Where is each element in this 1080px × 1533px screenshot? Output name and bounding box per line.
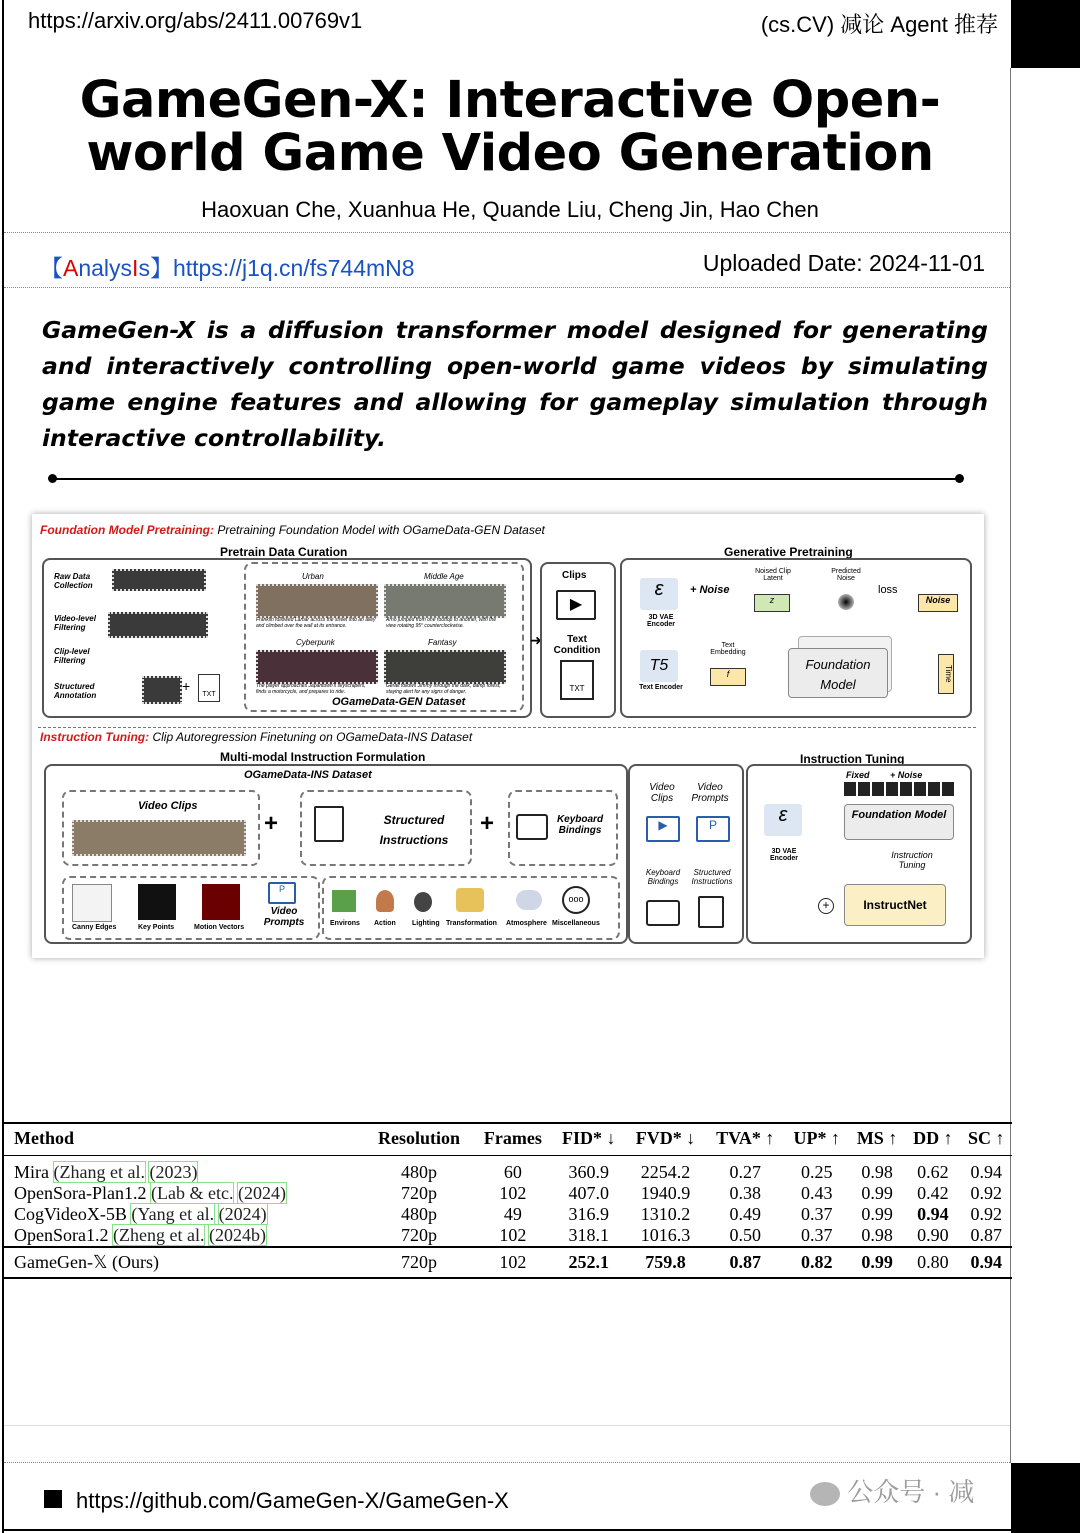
sc-cell: 0.92 [970, 1183, 1002, 1203]
instructnet-block: InstructNet [844, 884, 946, 926]
col-tva: TVA* ↑ [716, 1128, 775, 1148]
action-icon [376, 890, 394, 912]
instruction-tuning-small-label: Instruction Tuning [891, 850, 933, 870]
method-name: OpenSora1.2 [14, 1225, 113, 1245]
up-cell: 0.43 [801, 1183, 833, 1203]
frames-cell: 102 [499, 1225, 527, 1245]
ms-cell: 0.99 [861, 1204, 893, 1224]
loss-label: loss [878, 584, 898, 596]
environs-icon [332, 890, 356, 912]
resolution-cell: 480p [400, 1162, 437, 1182]
citation-year-link[interactable]: (2024b) [208, 1225, 266, 1245]
corner-block-bottom [1011, 1463, 1080, 1533]
citation-link[interactable]: (Lab & etc. [150, 1183, 234, 1203]
keyboard-bindings-label: Keyboard Bindings [556, 814, 604, 836]
genre-middle-age: Middle Age [424, 572, 464, 581]
paper-title: GameGen-X: Interactive Open-world Game Video Generation [79, 71, 941, 183]
pretrain-heading-text: Pretraining Foundation Model with OGameData-GEN Dataset [214, 523, 545, 537]
resolution-cell: 480p [400, 1204, 437, 1224]
results-table-wrapper [4, 1122, 1012, 1279]
video-filter-label: Video-level Filtering [54, 614, 96, 632]
wechat-icon [810, 1482, 840, 1506]
predicted-noise-label: Predicted Noise [831, 568, 861, 582]
clip-input-icon: ▶ [646, 816, 680, 842]
divider [4, 1462, 1010, 1463]
method-name-ours: GameGen-𝕏 (Ours) [14, 1252, 159, 1272]
bullet-square-icon [44, 1490, 62, 1508]
instruction-panel-heading [40, 730, 472, 744]
vae-encoder-icon-2: ε [764, 804, 802, 836]
table-row-ours [4, 1247, 1012, 1278]
transformation-icon [456, 888, 484, 912]
video-clips-input-label: Video Clips [649, 782, 675, 804]
genre-cyberpunk: Cyberpunk [296, 638, 335, 647]
action-label: Action [374, 920, 396, 927]
table-row [4, 1204, 1012, 1225]
analysis-open-bracket: 【 [40, 255, 63, 281]
prompt-input-icon: P [696, 816, 730, 842]
table-row [4, 1225, 1012, 1247]
github-link[interactable]: https://github.com/GameGen-X/GameGen-X [76, 1488, 509, 1513]
middle-age-caption: Arno jumped from one rooftop to another, with the view rotating 95° counterclockwise. [386, 617, 497, 629]
misc-label: Miscellaneous [552, 920, 600, 927]
vae-encoder-icon: ε [640, 578, 678, 610]
cyberpunk-caption: The player approaches Japantown's skyscrapers, finds a motorcycle, and prepares to ride. [256, 683, 366, 695]
citation-year-link[interactable]: (2024) [237, 1183, 286, 1203]
plus-icon: + [182, 678, 191, 694]
analysis-letter-a: A [63, 255, 79, 281]
uploaded-date: Uploaded Date: 2024-11-01 [702, 250, 985, 276]
frame-left-border [2, 0, 4, 1533]
fvd-cell: 2254.2 [640, 1162, 691, 1182]
fid-cell: 407.0 [568, 1183, 609, 1203]
dd-cell: 0.90 [917, 1225, 949, 1245]
citation-year-link[interactable]: (2023) [149, 1162, 198, 1182]
method-cell [4, 1162, 364, 1183]
sc-cell: 0.87 [970, 1225, 1002, 1245]
keyboard-input-label: Keyboard Bindings [645, 868, 681, 886]
atmosphere-icon [516, 890, 542, 910]
rule-dot-left [48, 474, 57, 483]
urban-clip [256, 584, 378, 618]
time-box: Time [938, 654, 954, 694]
text-encoder-label: Text Encoder [639, 684, 683, 691]
video-clips-film [72, 820, 246, 856]
tva-cell: 0.38 [729, 1183, 762, 1203]
ms-cell: 0.98 [861, 1225, 893, 1245]
fvd-cell: 1940.9 [640, 1183, 691, 1203]
method-figure [32, 514, 984, 958]
watermark-text: 公众号 · 减 [847, 1477, 975, 1507]
instruction-heading-text: Clip Autoregression Finetuning on OGameData-INS Dataset [149, 730, 473, 744]
fid-cell: 318.1 [568, 1225, 609, 1245]
fvd-cell: 1016.3 [640, 1225, 691, 1245]
foundation-model-block-2: Foundation Model [844, 804, 954, 840]
up-cell: 0.82 [801, 1252, 833, 1272]
noise-box: Noise [918, 594, 958, 612]
method-name: Mira [14, 1162, 54, 1182]
latent-sequence [844, 782, 954, 796]
annotation-clip [142, 676, 182, 704]
method-cell [4, 1183, 364, 1204]
col-sc: SC ↑ [967, 1128, 1005, 1148]
sc-cell: 0.94 [970, 1252, 1002, 1272]
method-name: OpenSora-Plan1.2 [14, 1183, 151, 1203]
method-cell [4, 1225, 364, 1247]
motion-label: Motion Vectors [194, 924, 245, 931]
tva-cell: 0.50 [729, 1225, 762, 1245]
video-prompts-label: Video Prompts [263, 906, 305, 928]
atmosphere-label: Atmosphere [506, 920, 547, 927]
citation-year-link[interactable]: (2024) [218, 1204, 267, 1224]
dd-cell: 0.80 [917, 1252, 949, 1272]
arrow-to-clips: ➜ [530, 632, 542, 648]
keyboard-input-icon [646, 900, 680, 926]
frames-cell: 60 [503, 1162, 522, 1182]
clip-filter-label: Clip-level Filtering [54, 647, 90, 665]
fantasy-caption: Geralt follows Jimmy through the dark, damp forest, staying alert for any signs of danger. [386, 683, 501, 695]
generative-pretraining-title: Generative Pretraining [724, 545, 853, 559]
analysis-letter-s: s [138, 255, 150, 281]
arxiv-url[interactable]: https://arxiv.org/abs/2411.00769v1 [28, 8, 363, 33]
noised-latent-label: Noised Clip Latent [755, 568, 791, 582]
ms-cell: 0.98 [861, 1162, 893, 1182]
txt-document-icon: TXT [560, 660, 594, 700]
ms-cell: 0.99 [861, 1252, 893, 1272]
panel-divider [38, 727, 976, 728]
fid-cell: 316.9 [568, 1204, 609, 1224]
col-frames: Frames [483, 1128, 542, 1148]
col-dd: DD ↑ [913, 1128, 953, 1148]
frame-bottom-border [2, 1529, 1014, 1531]
tva-cell: 0.27 [729, 1162, 762, 1182]
multimodal-title: Multi-modal Instruction Formulation [220, 750, 426, 764]
dd-cell: 0.42 [917, 1183, 949, 1203]
sc-cell: 0.94 [970, 1162, 1002, 1182]
resolution-cell: 720p [400, 1225, 437, 1245]
fid-cell: 252.1 [568, 1252, 609, 1272]
raw-data-label: Raw Data Collection [54, 572, 93, 590]
sc-cell: 0.92 [970, 1204, 1002, 1224]
analysis-letters: nalys [78, 255, 133, 281]
col-up: UP* ↑ [793, 1128, 841, 1148]
col-method: Method [14, 1128, 74, 1148]
method-name: CogVideoX-5B [14, 1204, 132, 1224]
fvd-cell: 759.8 [645, 1252, 686, 1272]
txt-file-icon: TXT [198, 674, 220, 702]
paper-authors: Haoxuan Che, Xuanhua He, Quande Liu, Cheng Jin, Hao Chen [201, 197, 819, 222]
motion-thumb [202, 884, 240, 920]
middle-age-clip [384, 584, 506, 618]
gen-dataset-label: OGameData-GEN Dataset [332, 696, 466, 708]
structured-input-label: Structured Instructions [691, 868, 733, 886]
col-fvd: FVD* ↓ [635, 1128, 696, 1148]
structured-annotation-label: Structured Annotation [54, 682, 97, 700]
divider [4, 287, 1010, 288]
embedding-box: f [710, 668, 746, 686]
table-header-row [4, 1123, 1012, 1156]
ms-cell: 0.99 [861, 1183, 893, 1203]
add-node-icon: + [818, 898, 834, 914]
keypoints-label: Key Points [138, 924, 175, 931]
paper-summary: GameGen-X is a diffusion transformer model designed for generating and interactively controlling open-world game videos by simulating game engine features and allowing for gameplay simulation through interactive controllability. [42, 316, 988, 452]
latent-box: z [754, 594, 790, 612]
dd-cell: 0.62 [917, 1162, 949, 1182]
pretrain-panel-heading [40, 523, 545, 537]
cyberpunk-clip [256, 650, 378, 684]
vae-encoder-label-2: 3D VAE Encoder [769, 848, 798, 862]
tva-cell: 0.49 [729, 1204, 762, 1224]
results-table [4, 1122, 1012, 1279]
table-row [4, 1162, 1012, 1183]
canny-label: Canny Edges [72, 924, 117, 931]
foundation-model-block: Foundation Model [788, 648, 888, 698]
misc-icon: ooo [562, 886, 590, 914]
frames-cell: 102 [499, 1252, 527, 1272]
text-condition-label: Text Condition [553, 634, 601, 656]
canny-thumb [72, 884, 112, 922]
keypoints-thumb [138, 884, 176, 920]
plus-icon: + [264, 810, 279, 837]
tva-cell: 0.87 [729, 1252, 762, 1272]
video-clips-label: Video Clips [138, 800, 198, 812]
lighting-icon [414, 892, 432, 912]
method-cell [4, 1204, 364, 1225]
predicted-noise-blob [838, 594, 854, 610]
citation-link[interactable]: (Zhang et al. [53, 1162, 145, 1182]
analysis-link[interactable]: https://j1q.cn/fs744mN8 [172, 255, 415, 281]
video-filter-film [108, 612, 208, 638]
video-prompts-input-label: Video Prompts [691, 782, 729, 804]
fixed-label: Fixed [846, 770, 870, 780]
instruction-heading-label: Instruction Tuning: [40, 730, 150, 744]
citation-link[interactable]: (Yang et al. [131, 1204, 215, 1224]
genre-fantasy: Fantasy [428, 638, 457, 647]
raw-data-film [112, 569, 206, 591]
document-icon [314, 806, 344, 842]
up-cell: 0.25 [801, 1162, 833, 1182]
t5-encoder-icon: T5 [640, 650, 678, 682]
keyboard-icon [516, 814, 548, 840]
rule-dot-right [955, 474, 964, 483]
table-row [4, 1183, 1012, 1204]
analysis-link-row[interactable] [40, 250, 415, 283]
corner-block-top [1011, 0, 1080, 68]
environs-label: Environs [330, 920, 360, 927]
fantasy-clip [384, 650, 506, 684]
urban-caption: Franklin followed Lamar across the street into an alley and climbed over the wall at its entrance. [256, 617, 376, 629]
noise-t-label: + Noise [890, 770, 923, 780]
transformation-label: Transformation [446, 920, 497, 927]
genre-urban: Urban [302, 572, 324, 581]
divider [4, 1425, 1010, 1426]
frames-cell: 49 [503, 1204, 522, 1224]
vae-encoder-label: 3D VAE Encoder [646, 614, 675, 628]
curation-title: Pretrain Data Curation [220, 545, 348, 559]
pretrain-heading-label: Foundation Model Pretraining: [40, 523, 214, 537]
noise-label: + Noise [690, 584, 730, 596]
wechat-watermark [810, 1472, 974, 1509]
ins-dataset-label: OGameData-INS Dataset [244, 769, 372, 781]
divider [4, 232, 1010, 233]
analysis-letter-i: I [132, 255, 139, 281]
fvd-cell: 1310.2 [640, 1204, 691, 1224]
category-tag: (cs.CV) 减论 Agent 推荐 [760, 12, 998, 37]
video-prompt-icon: P [268, 882, 296, 904]
up-cell: 0.37 [801, 1204, 833, 1224]
decorative-rule [52, 478, 960, 480]
structured-instructions-label: Structured Instructions [379, 813, 449, 847]
resolution-cell: 720p [400, 1252, 437, 1272]
analysis-close-bracket: 】 [149, 255, 173, 281]
play-icon: ▶ [556, 590, 596, 620]
clips-label: Clips [562, 570, 587, 581]
dd-cell: 0.94 [917, 1204, 949, 1224]
fid-cell: 360.9 [568, 1162, 609, 1182]
resolution-cell: 720p [400, 1183, 437, 1203]
lighting-label: Lighting [412, 920, 440, 927]
instruction-doc-icon [698, 896, 724, 928]
instruction-tuning-title: Instruction Tuning [800, 752, 905, 766]
up-cell: 0.37 [801, 1225, 833, 1245]
col-resolution: Resolution [377, 1128, 460, 1148]
col-ms: MS ↑ [856, 1128, 898, 1148]
plus-icon: + [480, 810, 495, 837]
col-fid: FID* ↓ [561, 1128, 616, 1148]
frames-cell: 102 [499, 1183, 527, 1203]
citation-link[interactable]: (Zheng et al. [112, 1225, 205, 1245]
text-embedding-label: Text Embedding [710, 642, 746, 656]
